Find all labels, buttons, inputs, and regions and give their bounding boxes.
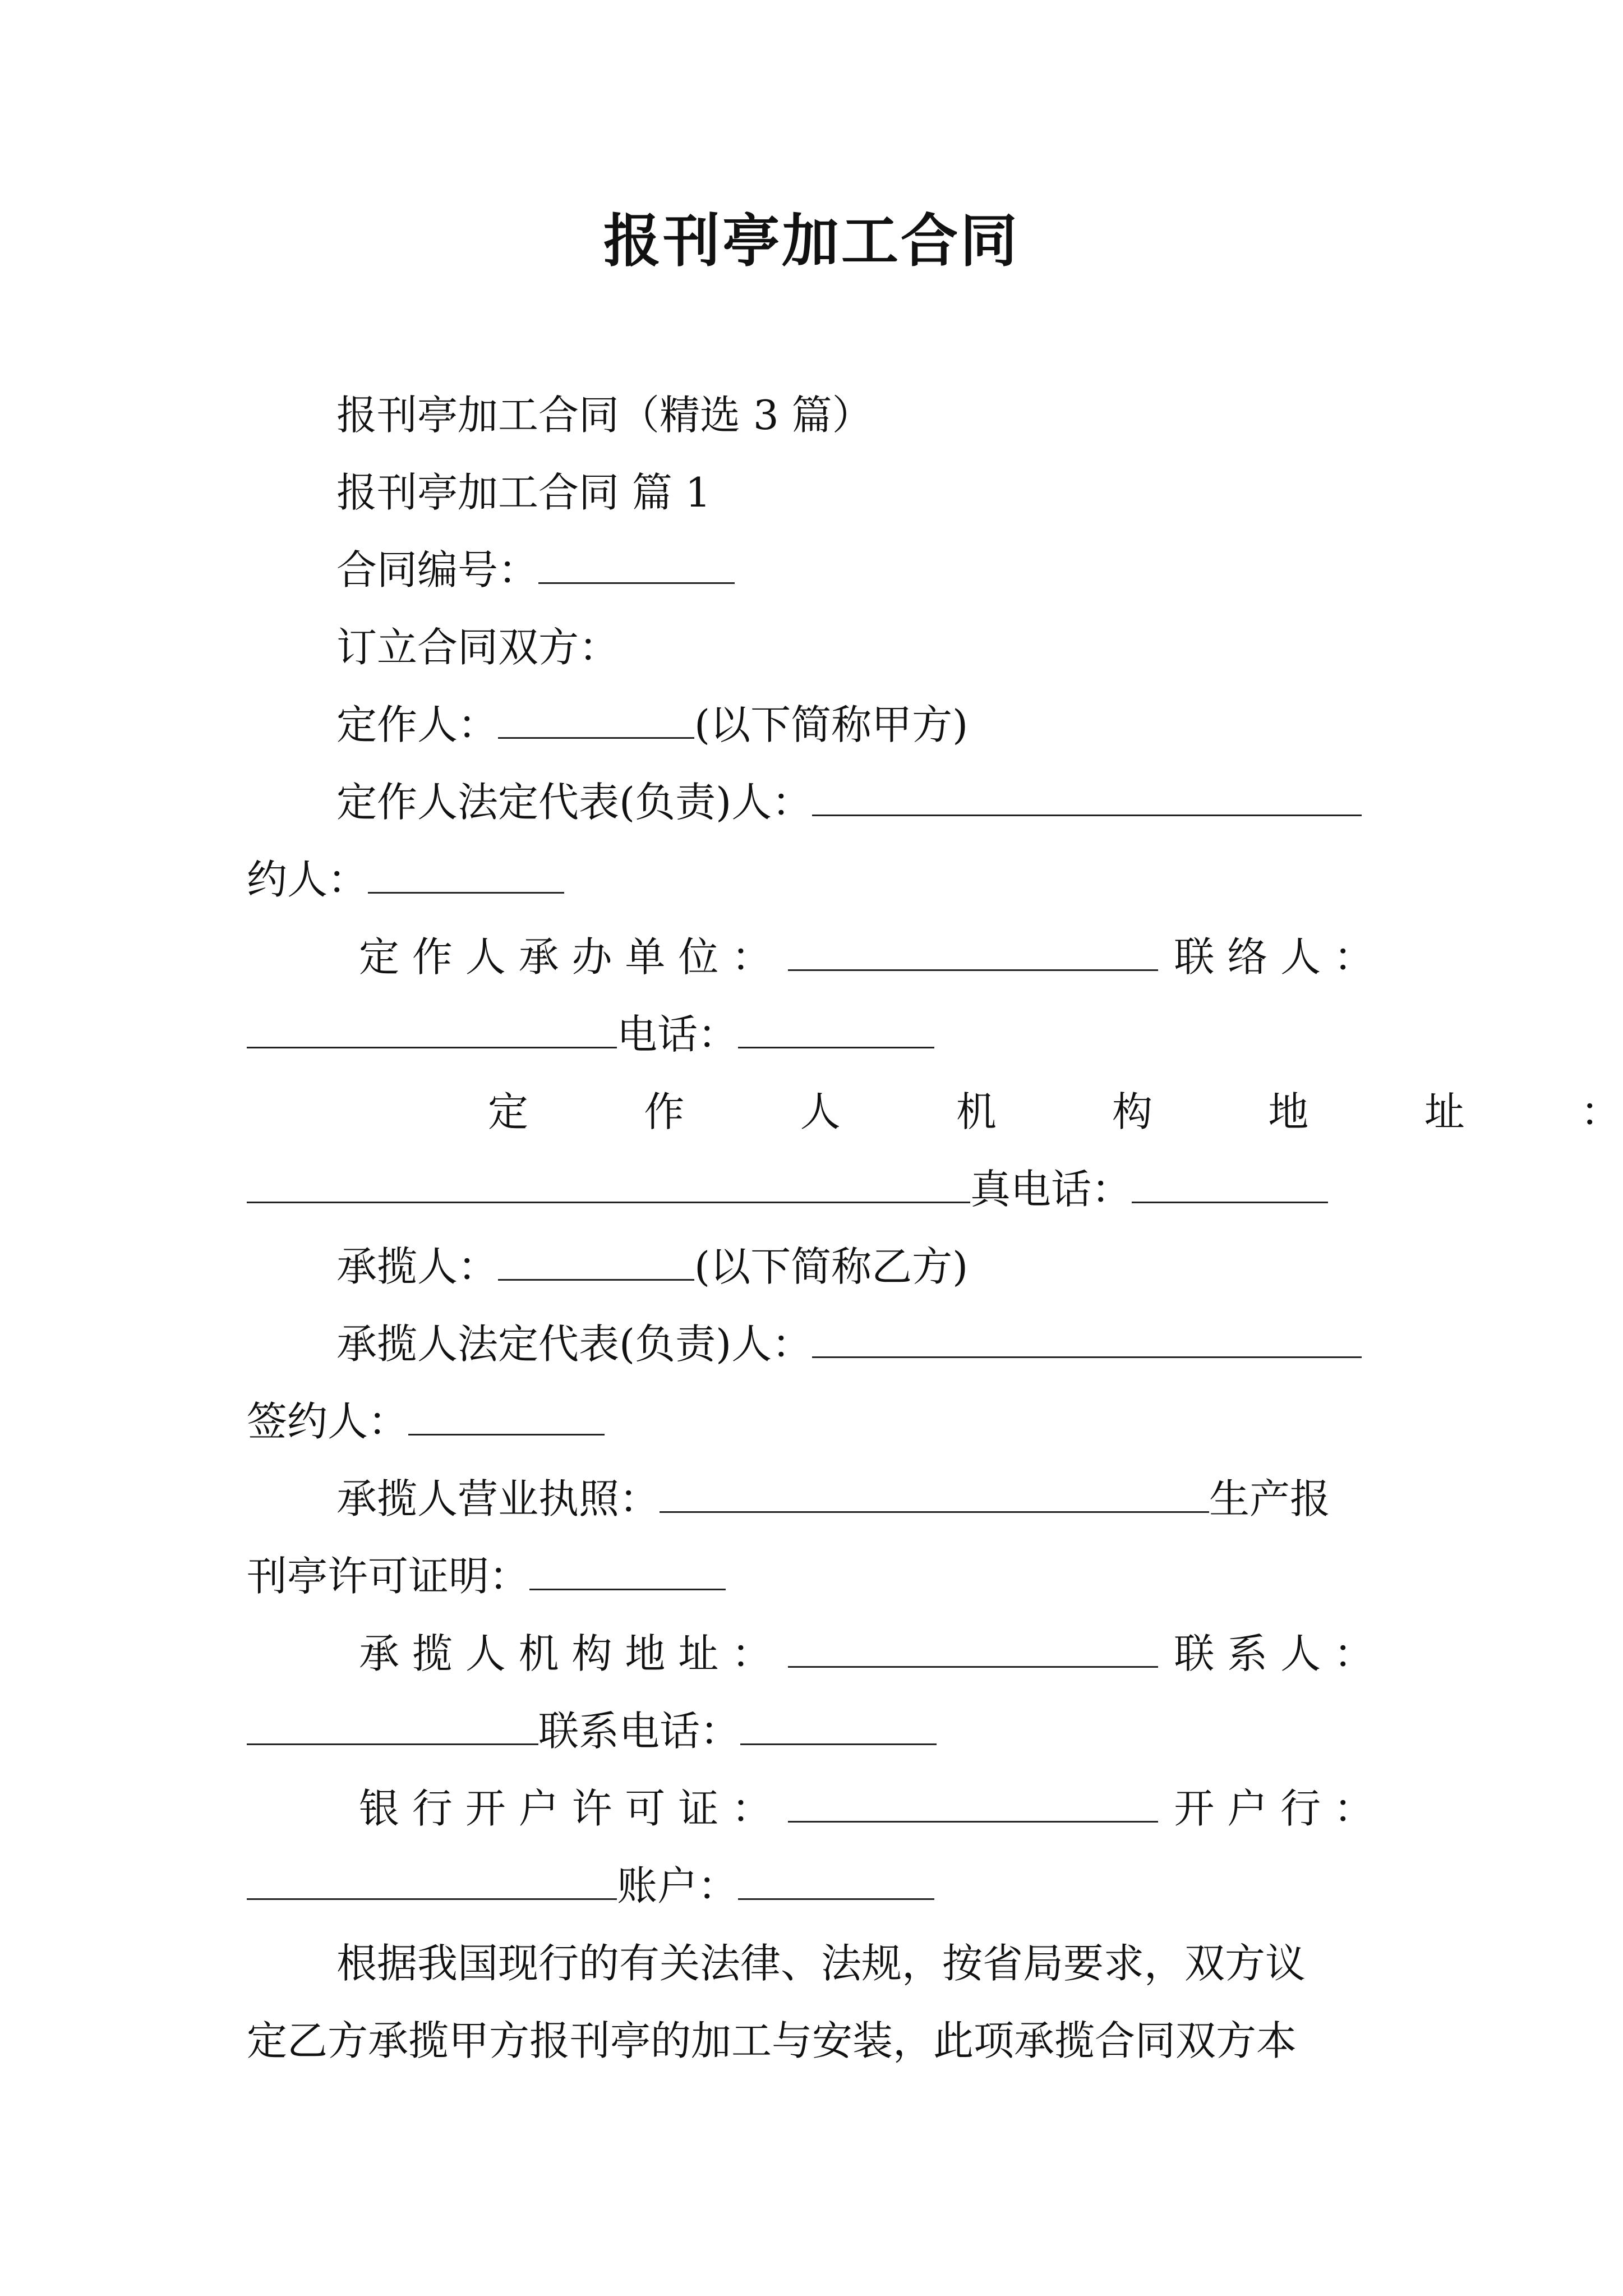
fixer-addr-char: 人 [800,1088,841,1135]
fixer-addr-char: ： [1580,1088,1621,1135]
contractor-blank [498,1239,694,1281]
contract-number-blank [538,542,735,584]
fixer-address-blank [247,1161,970,1203]
contract-number-row [336,542,735,598]
fixer-suffix: (以下简称甲方) [694,701,969,748]
license-label: 承揽人营业执照： [336,1475,660,1522]
license-tail: 生产报 [1209,1475,1331,1522]
contractor-row [336,1239,968,1295]
license-row [336,1471,1330,1527]
paragraph-line: 定乙方承揽甲方报刊亭的加工与安装，此项承揽合同双方本 [247,2017,1297,2064]
account-blank [738,1858,934,1900]
fax-blank [1132,1161,1328,1203]
contractor-label: 承揽人： [336,1243,499,1290]
document-title: 报刊亭加工合同 [603,208,1020,275]
fixer-addr-char: 作 [644,1088,685,1135]
intro-line: 报刊亭加工合同（精选 3 篇） [336,392,873,439]
contractor-addr-label: 承 揽 人 机 构 地 址 ： [359,1630,772,1677]
fax-row [247,1161,1328,1217]
contractor-signatory-row [247,1393,605,1450]
fixer-rep-row [336,774,1362,830]
bank-license-blank [788,1780,1158,1823]
contract-number-label: 合同编号： [336,546,539,593]
fixer-unit-row [359,929,1374,985]
permit-row [247,1548,726,1604]
parties-label: 订立合同双方： [336,624,620,671]
contractor-rep-label: 承揽人法定代表(负责)人： [336,1320,813,1368]
contractor-signatory-blank [408,1393,605,1435]
fixer-addr-char: 构 [1112,1088,1153,1135]
signatory-row [247,852,564,908]
fixer-row [336,697,968,753]
contractor-rep-blank [812,1316,1362,1358]
fixer-addr-char: 地 [1268,1088,1309,1135]
bank-blank [247,1858,617,1900]
fixer-addr-char: 址 [1424,1088,1465,1135]
contractor-contact-blank [247,1703,538,1745]
signatory-label: 约人： [247,856,368,903]
signatory-blank [368,852,564,894]
fixer-addr-char: 定 [488,1088,529,1135]
contractor-address-row [359,1626,1374,1682]
contact-blank [247,1006,617,1048]
contact-label: 联 络 人 ： [1174,933,1374,981]
account-row [247,1858,934,1914]
fixer-unit-label: 定 作 人 承 办 单 位 ： [359,933,772,981]
fixer-rep-label: 定作人法定代表(负责)人： [336,779,813,826]
fax-label: 真电话： [970,1166,1132,1213]
fixer-blank [498,697,694,739]
fixer-rep-blank [812,774,1362,816]
bank-license-label: 银 行 开 户 许 可 证 ： [359,1785,772,1832]
fixer-addr-char: 机 [956,1088,997,1135]
contractor-phone-label: 联系电话： [538,1708,741,1755]
account-label: 账户： [617,1862,739,1910]
fixer-unit-blank [788,929,1158,971]
contractor-rep-row [336,1316,1362,1372]
fixer-label: 定作人： [336,701,499,748]
contractor-phone-blank [740,1703,937,1745]
phone-blank [738,1006,934,1048]
fixer-address-row [488,1084,1621,1140]
contractor-contact-label: 联 系 人 ： [1174,1630,1374,1677]
permit-blank [529,1548,726,1590]
license-blank [660,1471,1209,1513]
permit-label: 刊亭许可证明： [247,1553,530,1600]
contractor-signatory-label: 签约人： [247,1398,409,1445]
paragraph-line: 根据我国现行的有关法律、法规，按省局要求，双方议 [336,1940,1306,1987]
phone-label: 电话： [617,1011,739,1058]
contractor-suffix: (以下简称乙方) [694,1243,969,1290]
contractor-addr-blank [788,1626,1158,1668]
contact-phone-row [247,1006,934,1062]
contractor-phone-row [247,1703,937,1759]
section-heading: 报刊亭加工合同 篇 1 [336,469,711,516]
bank-label: 开 户 行 ： [1174,1785,1374,1832]
bank-license-row [359,1780,1374,1837]
